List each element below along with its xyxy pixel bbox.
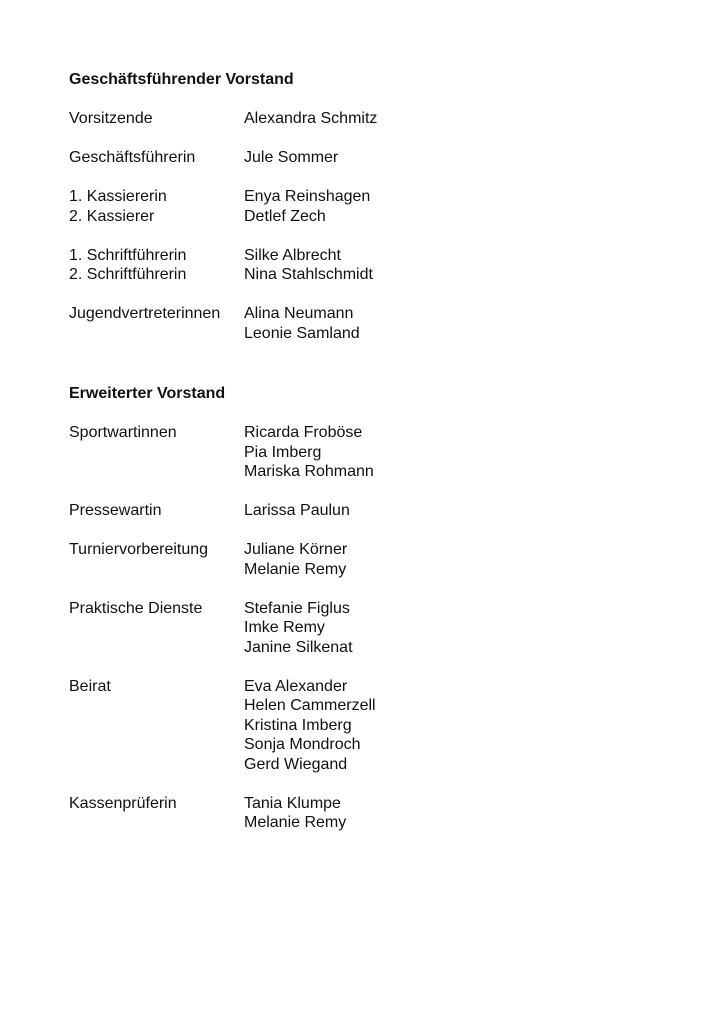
role-label: Kassenprüferin <box>69 794 177 812</box>
role-row-advisory-board <box>69 677 669 775</box>
role-label: Turniervorbereitung <box>69 541 209 558</box>
role-row-auditors <box>69 794 669 833</box>
person-name: Helen Cammerzell <box>244 697 376 714</box>
person-name: Janine Silkenat <box>244 638 353 656</box>
person-name: Tania Klumpe <box>244 794 341 812</box>
role-label: Pressewartin <box>69 502 162 519</box>
role-row-chair <box>69 109 669 129</box>
person-name: Leonie Samland <box>244 324 360 342</box>
person-name: Melanie Remy <box>244 814 347 831</box>
person-name: Enya Reinshagen <box>244 188 371 205</box>
role-row-practical-services <box>69 599 669 658</box>
role-row-treasurers <box>69 187 669 226</box>
person-name: Silke Albrecht <box>244 246 341 264</box>
role-label: Jugendvertreterinnen <box>69 305 221 322</box>
section-executive-board <box>69 70 669 343</box>
section-heading: Geschäftsführender Vorstand <box>69 71 294 88</box>
role-row-press <box>69 501 669 521</box>
role-row-tournament-prep <box>69 540 669 579</box>
person-name: Juliane Körner <box>244 541 348 558</box>
role-label: Vorsitzende <box>69 110 153 127</box>
person-name: Stefanie Figlus <box>244 599 350 617</box>
role-row-secretaries <box>69 246 669 285</box>
role-label: Geschäftsführerin <box>69 149 196 166</box>
person-name: Imke Remy <box>244 619 325 636</box>
role-label: 2. Kassierer <box>69 207 155 225</box>
person-name: Mariska Rohmann <box>244 463 374 480</box>
person-name: Ricarda Froböse <box>244 424 363 441</box>
role-label: Praktische Dienste <box>69 599 203 617</box>
person-name: Gerd Wiegand <box>244 755 348 773</box>
role-row-sports-wardens <box>69 423 669 482</box>
person-name: Kristina Imberg <box>244 716 352 734</box>
person-name: Pia Imberg <box>244 443 322 461</box>
person-name: Eva Alexander <box>244 677 348 695</box>
person-name: Melanie Remy <box>244 560 347 578</box>
role-label: 1. Kassiererin <box>69 188 167 205</box>
person-name: Jule Sommer <box>244 149 339 166</box>
section-extended-board <box>69 384 669 833</box>
document-page <box>69 70 669 852</box>
role-list <box>69 423 669 833</box>
section-heading: Erweiterter Vorstand <box>69 385 226 402</box>
role-label: 1. Schriftführerin <box>69 246 187 264</box>
person-name: Alina Neumann <box>244 305 354 322</box>
role-label: Sportwartinnen <box>69 424 177 441</box>
role-label: Beirat <box>69 677 111 695</box>
person-name: Larissa Paulun <box>244 502 350 519</box>
role-row-youth-reps <box>69 304 669 343</box>
role-list <box>69 109 669 343</box>
person-name: Alexandra Schmitz <box>244 110 378 127</box>
person-name: Sonja Mondroch <box>244 736 361 753</box>
role-label: 2. Schriftführerin <box>69 266 187 283</box>
person-name: Detlef Zech <box>244 207 326 225</box>
role-row-managing-director <box>69 148 669 168</box>
person-name: Nina Stahlschmidt <box>244 266 373 283</box>
